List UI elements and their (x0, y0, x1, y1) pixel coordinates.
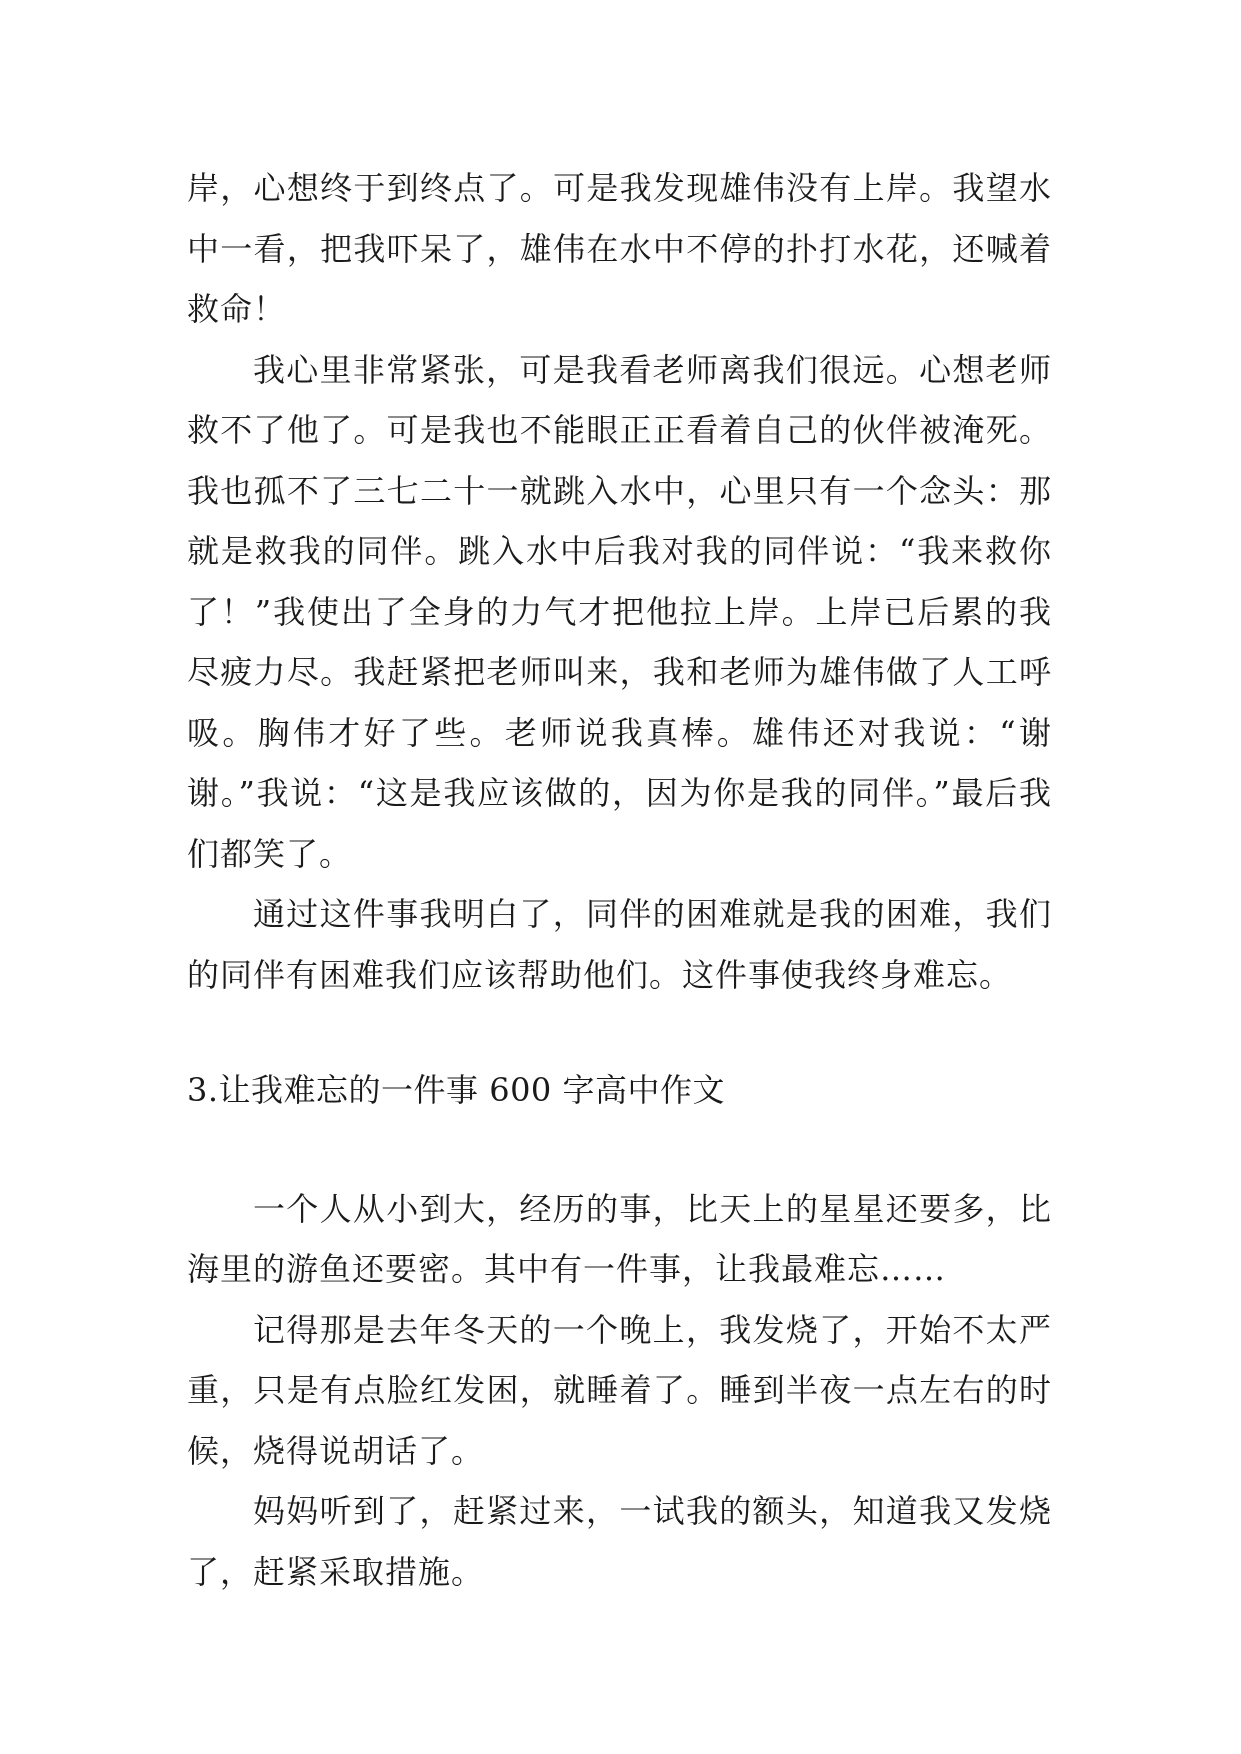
section-heading: 3.让我难忘的一件事 600 字高中作文 (187, 1071, 725, 1109)
paragraph-intro: 一个人从小到大，经历的事，比天上的星星还要多，比海里的游鱼还要密。其中有一件事，让我最难忘…… (187, 1189, 1052, 1288)
paragraph-mother: 妈妈听到了，赶紧过来，一试我的额头，知道我又发烧了，赶紧采取措施。 (187, 1492, 1052, 1591)
document-body (187, 158, 1052, 1602)
paragraph-rescue: 我心里非常紧张，可是我看老师离我们很远。心想老师救不了他了。可是我也不能眼正正看着自己的伙伴被淹死。我也孤不了三七二十一就跳入水中，心里只有一个念头：那就是救我的同伴。跳入水中后我对我的同伴说：“我来救你了！”我使出了全身的力气才把他拉上岸。上岸已后累的我尽疲力尽。我赶紧把老师叫来，我和老师为雄伟做了人工呼吸。胸伟才好了些。老师说我真棒。雄伟还对我说：“谢谢。”我说：“这是我应该做的，因为你是我的同伴。”最后我们都笑了。 (187, 350, 1052, 873)
paragraph-lesson: 通过这件事我明白了，同伴的困难就是我的困难，我们的同伴有困难我们应该帮助他们。这件事使我终身难忘。 (187, 895, 1052, 994)
paragraph-fever: 记得那是去年冬天的一个晚上，我发烧了，开始不太严重，只是有点脸红发困，就睡着了。睡到半夜一点左右的时候，烧得说胡话了。 (187, 1310, 1052, 1470)
paragraph-continued: 岸，心想终于到终点了。可是我发现雄伟没有上岸。我望水中一看，把我吓呆了，雄伟在水中不停的扑打水花，还喊着救命！ (187, 169, 1052, 328)
